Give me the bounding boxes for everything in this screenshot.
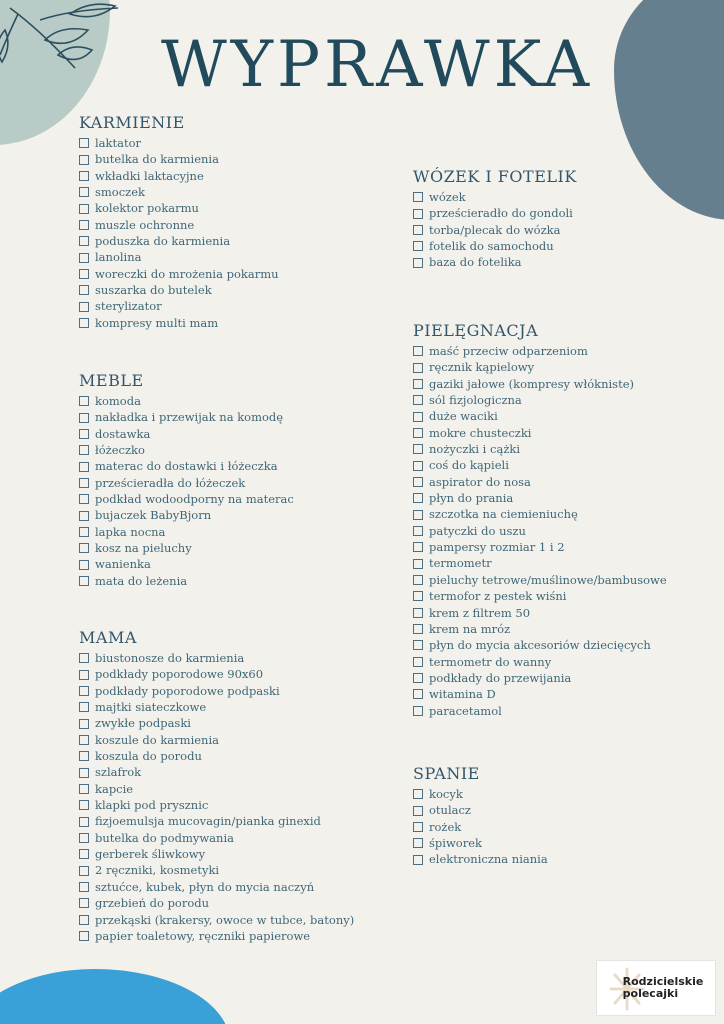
checklist-item-label: witamina D — [429, 687, 496, 702]
checkbox-icon — [79, 735, 89, 745]
page-title: WYPRAWKA — [160, 28, 594, 102]
checklist-item-label: gaziki jałowe (kompresy włókniste) — [429, 376, 635, 391]
section-spanie — [413, 764, 548, 868]
checklist-item — [79, 928, 354, 944]
checkbox-icon — [413, 822, 423, 832]
checkbox-icon — [79, 171, 89, 181]
checklist-item-label: materac do dostawki i łóżeczka — [95, 459, 278, 474]
checklist-item — [413, 238, 577, 254]
checkbox-icon — [413, 225, 423, 235]
checkbox-icon — [413, 346, 423, 356]
checkbox-icon — [79, 702, 89, 712]
checklist-item — [79, 233, 279, 249]
checklist-item — [79, 217, 279, 233]
checklist-item — [79, 895, 354, 911]
checklist-item-label: bujaczek BabyBjorn — [95, 508, 212, 523]
checklist-item-label: przekąski (krakersy, owoce w tubce, batony) — [95, 912, 355, 927]
checklist-item — [79, 135, 279, 151]
checklist-item — [413, 523, 667, 539]
checklist-item-label: fotelik do samochodu — [429, 239, 554, 254]
checklist-item-label: szczotka na ciemieniuchę — [429, 507, 578, 522]
checklist-item-label: coś do kąpieli — [429, 458, 509, 473]
checkbox-icon — [79, 751, 89, 761]
checklist-item-label: gerberek śliwkowy — [95, 847, 206, 862]
checklist-item — [79, 266, 279, 282]
checkbox-icon — [79, 915, 89, 925]
checklist-item-label: kapcie — [95, 781, 134, 796]
checklist-item-label: podkłady poporodowe podpaski — [95, 683, 280, 698]
checkbox-icon — [79, 898, 89, 908]
checklist-item — [79, 879, 354, 895]
checklist-item — [79, 683, 354, 699]
checkbox-icon — [79, 800, 89, 810]
checkbox-icon — [79, 220, 89, 230]
checklist-item — [79, 184, 279, 200]
checklist-item — [79, 475, 294, 491]
checklist-item — [79, 748, 354, 764]
checklist-item — [413, 189, 577, 205]
checkbox-icon — [413, 559, 423, 569]
logo-text-line2: polecajki — [622, 987, 679, 1000]
checklist-item-label: grzebień do porodu — [95, 896, 210, 911]
checkbox-icon — [79, 253, 89, 263]
checklist-item-label: maść przeciw odparzeniom — [429, 344, 588, 358]
checklist-item-label: termofor z pestek wiśni — [429, 589, 567, 604]
section-heading: PIELĘGNACJA — [413, 321, 539, 340]
checkbox-icon — [79, 866, 89, 876]
checklist-item — [79, 813, 354, 829]
checkbox-icon — [79, 784, 89, 794]
checkbox-icon — [79, 686, 89, 696]
checkbox-icon — [79, 462, 89, 472]
checkbox-icon — [79, 478, 89, 488]
brand-logo — [596, 960, 716, 1016]
checklist-item — [413, 425, 667, 441]
checklist-item — [413, 572, 667, 588]
checklist-item-label: poduszka do karmienia — [95, 234, 231, 249]
checklist — [79, 650, 354, 944]
checklist-item-label: lanolina — [95, 250, 142, 265]
checklist-item-label: śpiworek — [429, 836, 482, 851]
checklist-item-label: papier toaletowy, ręczniki papierowe — [95, 928, 311, 943]
checklist-item-label: fizjoemulsja mucovagin/pianka ginexid — [95, 814, 321, 829]
checkbox-icon — [413, 640, 423, 650]
checklist-item — [413, 703, 667, 719]
checklist-item — [79, 426, 294, 442]
checklist-item-label: paracetamol — [429, 703, 502, 718]
checkbox-icon — [79, 155, 89, 165]
checkbox-icon — [413, 258, 423, 268]
checkbox-icon — [413, 428, 423, 438]
checklist — [413, 786, 548, 868]
checkbox-icon — [413, 363, 423, 373]
checklist-item-label: biustonosze do karmienia — [95, 651, 245, 665]
checklist — [413, 343, 667, 719]
checklist-item-label: aspirator do nosa — [429, 474, 531, 489]
checkbox-icon — [413, 789, 423, 799]
checklist-item-label: pieluchy tetrowe/muślinowe/bambusowe — [429, 572, 667, 587]
checklist-item — [79, 781, 354, 797]
checklist-item — [79, 846, 354, 862]
checklist-item — [413, 539, 667, 555]
checkbox-icon — [413, 689, 423, 699]
checklist-item — [413, 670, 667, 686]
checkbox-icon — [413, 493, 423, 503]
checklist-item — [413, 222, 577, 238]
checkbox-icon — [413, 510, 423, 520]
checklist-item-label: komoda — [95, 394, 141, 408]
checklist-item-label: suszarka do butelek — [95, 283, 212, 298]
checklist-item-label: kompresy multi mam — [95, 315, 219, 330]
checklist-item-label: muszle ochronne — [95, 217, 195, 232]
section-mama — [79, 628, 354, 944]
checklist-item-label: łóżeczko — [95, 443, 145, 458]
checklist-item — [413, 359, 667, 375]
checkbox-icon — [413, 477, 423, 487]
logo-text-line1: Rodzicielskie — [622, 975, 704, 988]
checklist-item-label: butelka do karmienia — [95, 152, 219, 167]
checklist-item-label: dostawka — [95, 426, 151, 441]
checkbox-icon — [79, 269, 89, 279]
checklist-item-label: podkłady do przewijania — [429, 670, 572, 685]
checklist-item — [413, 457, 667, 473]
checkbox-icon — [413, 673, 423, 683]
checkbox-icon — [79, 882, 89, 892]
checklist-item — [413, 441, 667, 457]
section-wozek-i-fotelik — [413, 167, 577, 271]
checklist-item — [79, 315, 279, 331]
checklist-item-label: zwykłe podpaski — [95, 716, 191, 731]
checkbox-icon — [79, 833, 89, 843]
checklist-item-label: kosz na pieluchy — [95, 541, 192, 556]
decor-blob-bottom-left — [0, 969, 230, 1024]
checklist-item — [413, 605, 667, 621]
checkbox-icon — [413, 209, 423, 219]
checklist-item — [413, 254, 577, 270]
checklist-item-label: wózek — [429, 190, 466, 204]
checklist-item-label: mokre chusteczki — [429, 425, 532, 440]
checklist-item-label: laktator — [95, 136, 142, 150]
section-heading: KARMIENIE — [79, 113, 185, 132]
checklist-item — [413, 588, 667, 604]
checklist-item-label: elektroniczna niania — [429, 852, 548, 867]
checkbox-icon — [79, 236, 89, 246]
checkbox-icon — [79, 719, 89, 729]
checklist-item — [413, 654, 667, 670]
checklist-item-label: wkładki laktacyjne — [95, 168, 204, 183]
checklist-item-label: otulacz — [429, 803, 471, 818]
checklist-item-label: torba/plecak do wózka — [429, 222, 561, 237]
checkbox-icon — [413, 575, 423, 585]
checkbox-icon — [79, 560, 89, 570]
checklist-item — [79, 282, 279, 298]
checklist-item — [413, 343, 667, 359]
checklist-item — [413, 555, 667, 571]
checklist-item — [79, 797, 354, 813]
section-karmienie — [79, 113, 279, 331]
section-heading: WÓZEK I FOTELIK — [413, 167, 577, 186]
checklist-item — [413, 408, 667, 424]
checklist-item-label: podkłady poporodowe 90x60 — [95, 667, 264, 682]
checklist-item — [79, 249, 279, 265]
checklist-item — [413, 506, 667, 522]
checklist-item-label: sól fizjologiczna — [429, 393, 522, 408]
checkbox-icon — [413, 379, 423, 389]
checklist-item-label: smoczek — [95, 185, 146, 200]
checklist-item-label: duże waciki — [429, 409, 498, 424]
checkbox-icon — [413, 806, 423, 816]
checklist-item — [79, 200, 279, 216]
checkbox-icon — [79, 138, 89, 148]
checkbox-icon — [79, 445, 89, 455]
checklist-item-label: sztućce, kubek, płyn do mycia naczyń — [95, 879, 315, 894]
checklist-item-label: płyn do mycia akcesoriów dziecięcych — [429, 638, 651, 653]
checklist — [79, 393, 294, 589]
section-pielegnacja — [413, 321, 667, 719]
checkbox-icon — [413, 542, 423, 552]
checklist-item-label: nakładka i przewijak na komodę — [95, 410, 284, 425]
checklist-item — [413, 205, 577, 221]
checkbox-icon — [413, 526, 423, 536]
checklist-item — [79, 491, 294, 507]
checkbox-icon — [413, 855, 423, 865]
checklist-item-label: płyn do prania — [429, 491, 514, 506]
checklist-item — [79, 830, 354, 846]
checkbox-icon — [413, 838, 423, 848]
checkbox-icon — [79, 527, 89, 537]
checklist-item — [413, 376, 667, 392]
checklist-item — [413, 802, 548, 818]
checklist-item-label: rożek — [429, 819, 462, 834]
checklist-item-label: koszula do porodu — [95, 749, 202, 764]
checkbox-icon — [79, 302, 89, 312]
checklist-item-label: sterylizator — [95, 299, 162, 314]
checkbox-icon — [413, 657, 423, 667]
checkbox-icon — [413, 461, 423, 471]
checkbox-icon — [413, 706, 423, 716]
checklist-item — [79, 556, 294, 572]
checklist-item — [79, 151, 279, 167]
checkbox-icon — [413, 608, 423, 618]
section-heading: MEBLE — [79, 371, 144, 390]
checklist-item-label: prześcieradła do łóżeczek — [95, 475, 246, 490]
checklist-item — [413, 474, 667, 490]
checklist-item-label: kocyk — [429, 787, 463, 801]
checkbox-icon — [79, 396, 89, 406]
checkbox-icon — [79, 429, 89, 439]
checklist-item-label: prześcieradło do gondoli — [429, 206, 573, 221]
checklist-item — [79, 524, 294, 540]
checkbox-icon — [413, 241, 423, 251]
checklist-item — [413, 490, 667, 506]
checkbox-icon — [79, 187, 89, 197]
checkbox-icon — [413, 624, 423, 634]
checkbox-icon — [79, 543, 89, 553]
checklist-item-label: koszule do karmienia — [95, 732, 219, 747]
checklist-item — [79, 393, 294, 409]
checkbox-icon — [79, 931, 89, 941]
checkbox-icon — [79, 576, 89, 586]
checklist-item — [79, 699, 354, 715]
checklist — [413, 189, 577, 271]
checklist-item — [79, 442, 294, 458]
checklist-item — [79, 862, 354, 878]
checklist-item — [79, 715, 354, 731]
checklist-item — [413, 686, 667, 702]
checklist-item — [79, 540, 294, 556]
section-meble — [79, 371, 294, 589]
checklist-item-label: baza do fotelika — [429, 255, 522, 270]
checklist-item — [79, 650, 354, 666]
checklist-item — [79, 409, 294, 425]
checkbox-icon — [79, 494, 89, 504]
checklist-item — [79, 298, 279, 314]
checklist-item — [413, 819, 548, 835]
checklist-item-label: butelka do podmywania — [95, 830, 234, 845]
checklist-item-label: termometr — [429, 556, 492, 571]
checklist-item-label: krem na mróz — [429, 621, 511, 636]
checklist-item — [79, 732, 354, 748]
checklist-item — [413, 851, 548, 867]
checkbox-icon — [413, 192, 423, 202]
checklist-item-label: nożyczki i cążki — [429, 442, 521, 457]
checkbox-icon — [413, 395, 423, 405]
section-heading: MAMA — [79, 628, 137, 647]
checkbox-icon — [413, 412, 423, 422]
checklist-item-label: 2 ręczniki, kosmetyki — [95, 863, 220, 878]
checkbox-icon — [413, 444, 423, 454]
checkbox-icon — [79, 768, 89, 778]
checkbox-icon — [79, 413, 89, 423]
checklist-item-label: lapka nocna — [95, 524, 166, 539]
checklist-item — [413, 835, 548, 851]
checkbox-icon — [79, 511, 89, 521]
checklist-item — [413, 786, 548, 802]
checkbox-icon — [79, 653, 89, 663]
checklist-item-label: kolektor pokarmu — [95, 201, 199, 216]
checkbox-icon — [79, 318, 89, 328]
checklist-item — [79, 666, 354, 682]
checklist-item-label: patyczki do uszu — [429, 523, 526, 538]
checklist-item — [79, 168, 279, 184]
checklist-item-label: mata do leżenia — [95, 573, 188, 588]
checkbox-icon — [413, 591, 423, 601]
checklist-item-label: krem z filtrem 50 — [429, 605, 531, 620]
checklist-item-label: podkład wodoodporny na materac — [95, 492, 294, 507]
checklist-item-label: majtki siateczkowe — [95, 700, 207, 715]
checklist-item-label: woreczki do mrożenia pokarmu — [95, 266, 279, 281]
checklist-item — [79, 573, 294, 589]
checklist-item-label: termometr do wanny — [429, 654, 552, 669]
checkbox-icon — [79, 817, 89, 827]
checkbox-icon — [79, 204, 89, 214]
checklist-item — [79, 764, 354, 780]
checkbox-icon — [79, 670, 89, 680]
checkbox-icon — [79, 285, 89, 295]
checklist-item — [413, 392, 667, 408]
checklist-item-label: wanienka — [95, 557, 151, 572]
checkbox-icon — [79, 849, 89, 859]
checklist-item-label: klapki pod prysznic — [95, 798, 209, 813]
checklist-item-label: ręcznik kąpielowy — [429, 360, 535, 375]
checklist-item — [79, 458, 294, 474]
checklist — [79, 135, 279, 331]
checklist-item — [79, 912, 354, 928]
checklist-item-label: szlafrok — [95, 765, 142, 780]
section-heading: SPANIE — [413, 764, 480, 783]
checklist-item — [413, 621, 667, 637]
checklist-item — [79, 507, 294, 523]
checklist-item-label: pampersy rozmiar 1 i 2 — [429, 540, 565, 555]
checklist-item — [413, 637, 667, 653]
